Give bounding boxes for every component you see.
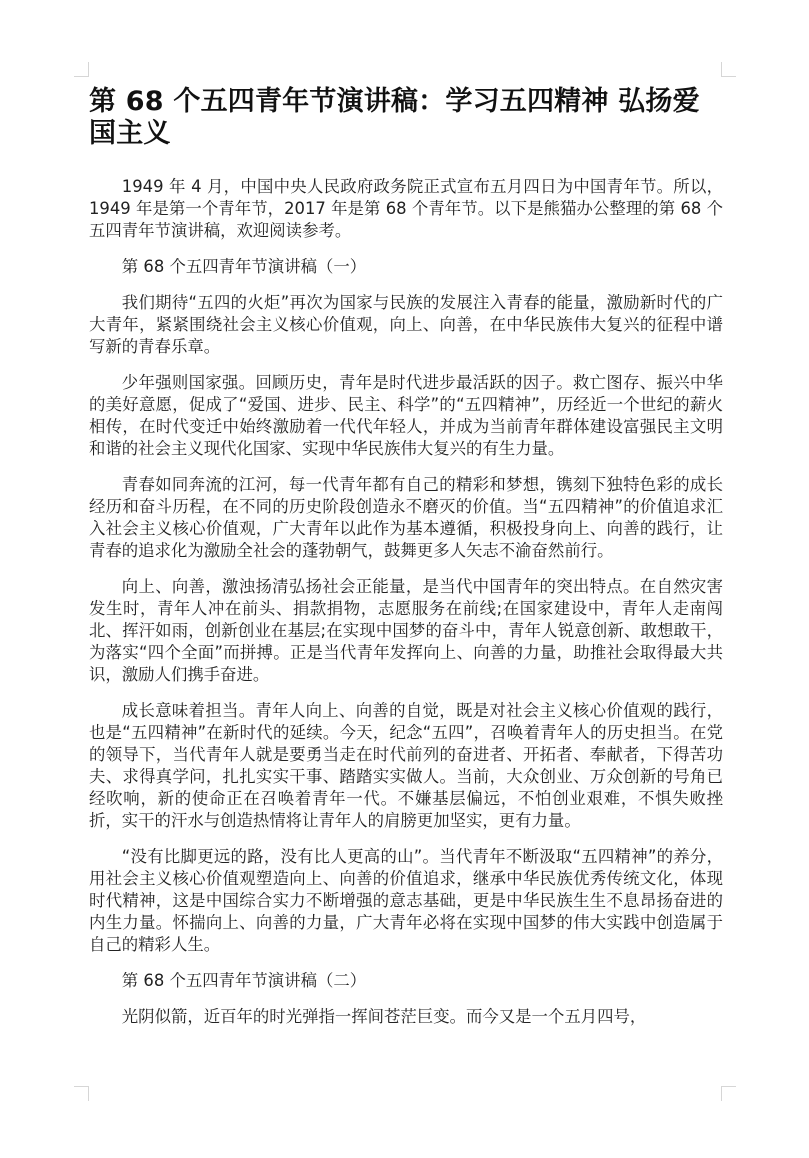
paragraph: 光阴似箭，近百年的时光弹指一挥间苍茫巨变。而今又是一个五月四号， <box>121 1007 647 1026</box>
crop-mark-top-right <box>721 62 736 77</box>
paragraph: 少年强则国家强。回顾历史，青年是时代进步最活跃的因子。救亡图存、振兴中华的美好意愿，促成了“爱国、进步、民主、科学”的“五四精神”，历经近一个世纪的薪火相传，在时代变迁中始终激励着一代代年轻人，并成为当前青年群体建设富强民主文明和谐的社会主义现代化国家、实现中华民族伟大复兴的有生力量。 <box>89 373 723 458</box>
crop-mark-bottom-right <box>721 1086 736 1101</box>
paragraph: “没有比脚更远的路，没有比人更高的山”。当代青年不断汲取“五四精神”的养分，用社会主义核心价值观塑造向上、向善的价值追求，继承中华民族优秀传统文化，体现时代精神，这是中国综合实力不断增强的意志基础，更是中华民族生生不息昂扬奋进的内生力量。怀揣向上、向善的力量，广大青年必将在实现中国梦的伟大实践中创造属于自己的精彩人生。 <box>89 847 723 954</box>
paragraph: 青春如同奔流的江河，每一代青年都有自己的精彩和梦想，镌刻下独特色彩的成长经历和奋斗历程，在不同的历史阶段创造永不磨灭的价值。当“五四精神”的价值追求汇入社会主义核心价值观，广大青年以此作为基本遵循，积极投身向上、向善的践行，让青春的追求化为激励全社会的蓬勃朝气，鼓舞更多人矢志不渝奋然前行。 <box>89 475 723 560</box>
paragraph: 我们期待“五四的火炬”再次为国家与民族的发展注入青春的能量，激励新时代的广大青年，紧紧围绕社会主义核心价值观，向上、向善，在中华民族伟大复兴的征程中谱写新的青春乐章。 <box>89 293 723 356</box>
intro-paragraph: 1949 年 4 月，中国中央人民政府政务院正式宣布五月四日为中国青年节。所以，1949 年是第一个青年节，2017 年是第 68 个青年节。以下是熊猫办公整理的第 68 个五四青年节演讲稿，欢迎阅读参考。 <box>89 177 723 240</box>
paragraph: 向上、向善，激浊扬清弘扬社会正能量，是当代中国青年的突出特点。在自然灾害发生时，青年人冲在前头、捐款捐物，志愿服务在前线;在国家建设中，青年人走南闯北、挥汗如雨，创新创业在基层;在实现中国梦的奋斗中，青年人锐意创新、敢想敢干，为落实“四个全面”而拼搏。正是当代青年发挥向上、向善的力量，助推社会取得最大共识，激励人们携手奋进。 <box>89 577 723 684</box>
crop-mark-top-left <box>74 62 89 77</box>
section-heading-2: 第 68 个五四青年节演讲稿（二） <box>121 971 367 990</box>
page-title: 第 68 个五四青年节演讲稿：学习五四精神 弘扬爱国主义 <box>89 86 700 149</box>
paragraph: 成长意味着担当。青年人向上、向善的自觉，既是对社会主义核心价值观的践行，也是“五四精神”在新时代的延续。今天，纪念“五四”，召唤着青年人的历史担当。在党的领导下，当代青年人就是要勇当走在时代前列的奋进者、开拓者、奉献者，下得苦功夫、求得真学问，扎扎实实干事、踏踏实实做人。当前，大众创业、万众创新的号角已经吹响，新的使命正在召唤着青年一代。不嫌基层偏远，不怕创业艰难，不惧失败挫折，实干的汗水与创造热情将让青年人的肩膀更加坚实，更有力量。 <box>89 701 723 830</box>
crop-mark-bottom-left <box>74 1086 89 1101</box>
document-body <box>89 86 723 1042</box>
section-heading-1: 第 68 个五四青年节演讲稿（一） <box>121 257 367 276</box>
